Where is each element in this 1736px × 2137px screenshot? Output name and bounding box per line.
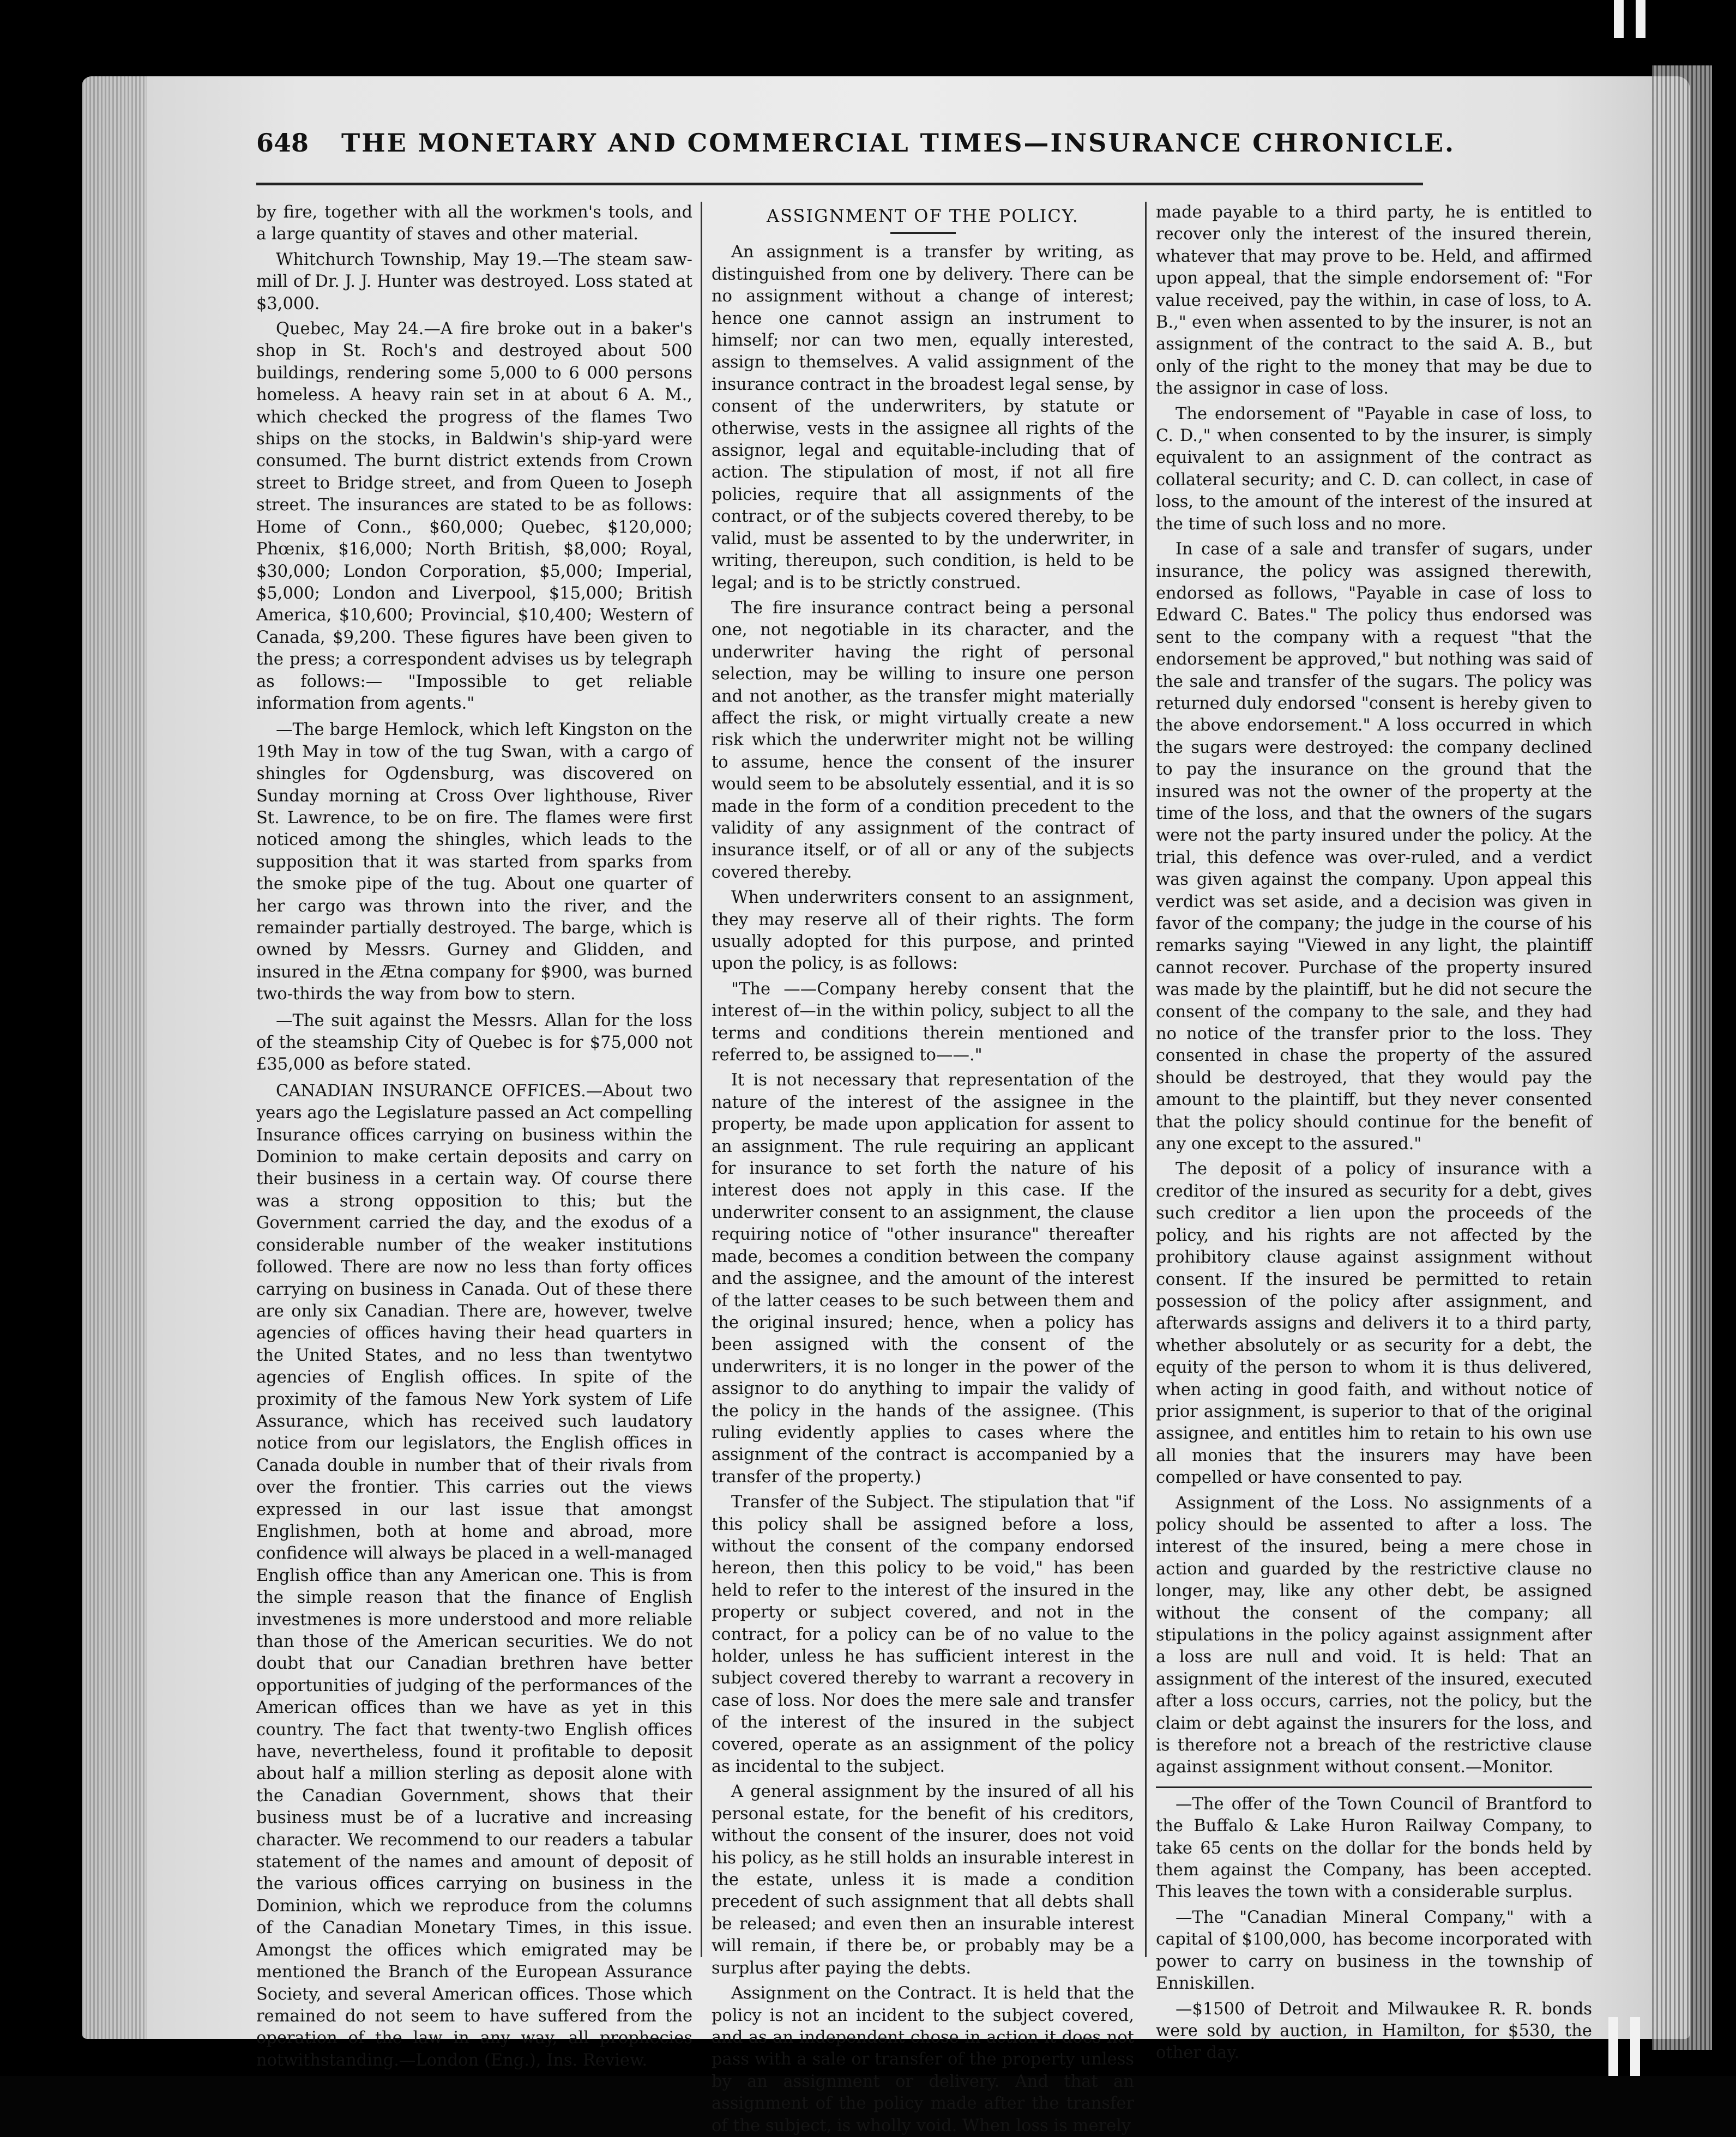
- news-brief: —The barge Hemlock, which left Kingston on the 19th May in tow of the tug Swan, with a cargo of shingles for Ogdensburg, was discovered on Sunday morning at Cross Over lighthouse, River St. Lawrence, to be on fire. The flames were first noticed among the shingles, which leads to the supposition that it was started from sparks from the smoke pipe of the tug. About one quarter of her cargo was thrown into the river, and the remainder partially destroyed. The barge, which is owned by Messrs. Gurney and Glidden, and insured in the Ætna company for $900, was burned two-thirds the way from bow to stern.: [256, 720, 692, 1004]
- page-number: 648: [256, 128, 309, 158]
- paragraph: The deposit of a policy of insurance with a creditor of the insured as security for a debt, gives such creditor a lien upon the proceeds of the policy, and his rights are not affected by the prohibitory clause against assignment without consent. If the insured be permitted to retain possession of the policy after assignment, and afterwards assigns and delivers it to a third party, whether absolutely or as security for a debt, the equity of the person to whom it is thus delivered, when acting in good faith, and without notice of prior assignment, is superior to that of the original assignee, and entitles him to retain to his own use all monies that the insurers may have been compelled or have consented to pay.: [1156, 1160, 1592, 1488]
- paragraph: Whitchurch Township, May 19.—The steam saw-mill of Dr. J. J. Hunter was destroyed. Loss stated at $3,000.: [256, 250, 692, 313]
- paragraph: In case of a sale and transfer of sugars, under insurance, the policy was assigned therewith, endorsed as follows, "Payable in case of loss to Edward C. Bates." The policy thus endorsed was sent to the company with a request "that the endorsement be approved," but nothing was said of the sale and transfer of the sugars. The policy was returned duly endorsed "consent is hereby given to the above endorsement." A loss occurred in which the sugars were destroyed: the company declined to pay the insurance on the ground that the insured was not the owner of the property at the time of the loss, and that the owners of the sugars were not the party insured under the policy. At the trial, this defence was over-ruled, and a verdict was given against the company. Upon appeal this verdict was set aside, and a decision was given in favor of the company; the judge in the course of his remarks saying "Viewed in any light, the plaintiff cannot recover. Purchase of the property insured was made by the plaintiff, but he did not secure the consent of the company to the sale, and they had no notice of the transfer prior to the loss. They consented in chase the property of the assured should be destroyed, that they would pay the amount to the plaintiff, but they never consented that the policy should continue for the benefit of any one except to the assured.": [1156, 540, 1592, 1154]
- column-2: [712, 202, 1134, 2135]
- paragraph: Quebec, May 24.—A fire broke out in a baker's shop in St. Roch's and destroyed about 500 buildings, rendering some 5,000 to 6 000 persons homeless. A heavy rain set in at about 6 A. M., which checked the progress of the flames Two ships on the stocks, in Baldwin's ship-yard were consumed. The burnt district extends from Crown street to Bridge street, and from Queen to Joseph street. The insurances are stated to be as follows: Home of Conn., $60,000; Quebec, $120,000; Phœnix, $16,000; North British, $8,000; Royal, $30,000; London Corporation, $5,000; Imperial, $5,000; London and Liverpool, $15,000; British America, $10,600; Provincial, $10,400; Western of Canada, $9,200. These figures have been given to the press; a correspondent advises us by telegraph as follows:— "Impossible to get reliable information from agents.": [256, 319, 692, 713]
- page-edge-right: [1652, 65, 1712, 2050]
- section-rule: [1156, 1786, 1592, 1788]
- film-mark: [1614, 0, 1624, 38]
- article-title: ASSIGNMENT OF THE POLICY.: [767, 206, 1079, 226]
- film-mark: [1630, 2017, 1640, 2076]
- section-assignment-on-contract: Assignment on the Contract. It is held that the policy is not an incident to the subject covered, and as an independent chose in action it does not pass with a sale or transfer of the property unless by an assignment or delivery. And that an assignment of the policy made after the transfer of the subject, is wholly void. When loss is merely: [712, 1984, 1134, 2135]
- paragraph: The endorsement of "Payable in case of loss, to C. D.," when consented to by the insurer, is simply equivalent to an assignment of the contract as collateral security; and C. D. can collect, in case of loss, to the amount of the interest of the insured at the time of such loss and no more.: [1156, 404, 1592, 534]
- article-canadian-insurance-offices: CANADIAN INSURANCE OFFICES.—About two years ago the Legislature passed an Act compelling Insurance offices carrying on business within the Dominion to make certain deposits and carry on their business in a certain way. Of course there was a strong opposition to this; but the Government carried the day, and the exodus of a considerable number of the weaker institutions followed. There are now no less than forty offices carrying on business in Canada. Out of these there are only six Canadian. There are, however, twelve agencies of offices having their head quarters in the United States, and no less than twentytwo agencies of English offices. In spite of the proximity of the famous New York system of Life Assurance, which has received such laudatory notice from our legislators, the English offices in Canada double in number that of their rivals from over the frontier. This carries out the views expressed in our last issue that amongst Englishmen, both at home and abroad, more confidence will always be placed in a well-managed English office than any American one. This is from the simple reason that the finance of English investmenes is more understood and more reliable than those of the American securities. We do not doubt that our Canadian brethren have better opportunities of judging of the performances of the American offices than we have as yet in this country. The fact that twenty-two English offices have, nevertheless, found it profitable to deposit about half a million sterling as deposit alone with the Canadian Government, shows that their business must be of a lucrative and increasing character. We recommend to our readers a tabular statement of the names and amount of deposit of the various offices carrying on business in the Dominion, which we reproduce from the columns of the Canadian Monetary Times, in this issue. Amongst the offices which emigrated may be mentioned the Branch of the European Assurance Society, and several American offices. Those which remained do not seem to have suffered from the operation of the law in any way, all prophecies notwithstanding.—London (Eng.), Ins. Review.: [256, 1081, 692, 2070]
- news-brief: —$1500 of Detroit and Milwaukee R. R. bonds were sold by auction, in Hamilton, for $530, the other day.: [1156, 1999, 1592, 2063]
- paragraph: A general assignment by the insured of all his personal estate, for the benefit of his creditors, without the consent of the insurer, does not void his policy, as he still holds an insurable interest in the estate, unless it is made a condition precedent of such assignment that all debts shall be released; and even then an insurable interest will remain, if there be, or probably may be a surplus after paying the debts.: [712, 1782, 1134, 1978]
- column-rule-left: [701, 202, 702, 1957]
- news-brief: —The offer of the Town Council of Brantford to the Buffalo & Lake Huron Railway Company, to take 65 cents on the dollar for the bonds held by them against the Company, has been accepted. This leaves the town with a considerable surplus.: [1156, 1794, 1592, 1902]
- paragraph: When underwriters consent to an assignment, they may reserve all of their rights. The form usually adopted for this purpose, and printed upon the policy, is as follows:: [712, 888, 1134, 974]
- column-rule-right: [1145, 202, 1147, 1957]
- running-head: THE MONETARY AND COMMERCIAL TIMES—INSURANCE CHRONICLE.: [341, 128, 1456, 158]
- page-header: [256, 128, 1456, 185]
- paragraph: The fire insurance contract being a personal one, not negotiable in its character, and the underwriter having the right of personal selection, may be willing to insure one person and not another, as the transfer might materially affect the risk, or might virtually create a new risk which the underwriter might not be willing to assume, hence the consent of the insurer would seem to be absolutely essential, and it is so made in the form of a condition precedent to the validity of any assignment of the contract of insurance itself, or of all or any of the subjects covered thereby.: [712, 598, 1134, 882]
- paragraph: made payable to a third party, he is entitled to recover only the interest of the insured therein, whatever that may prove to be. Held, and affirmed upon appeal, that the simple endorsement of: "For value received, pay the within, in case of loss, to A. B.," even when assented to by the insurer, is not an assignment of the contract to the said A. B., but only of the right to the money that may be due to the assignor in case of loss.: [1156, 203, 1592, 399]
- paragraph: An assignment is a transfer by writing, as distinguished from one by delivery. There can be no assignment without a change of interest; hence one cannot assign an instrument to himself; nor can two men, equally interested, assign to themselves. A valid assignment of the insurance contract in the broadest legal sense, by consent of the underwriters, by statute or otherwise, vests in the assignee all rights of the assignor, legal and equitable-including that of action. The stipulation of most, if not all fire policies, require that all assignments of the contract, or of the subjects covered thereby, to be valid, must be assented to by the underwriter, in writing, thereupon, such condition, is held to be legal; and is to be strictly construed.: [712, 243, 1134, 593]
- news-brief: —The "Canadian Mineral Company," with a capital of $100,000, has become incorporated with power to carry on business in the township of Enniskillen.: [1156, 1907, 1592, 1994]
- film-mark: [1636, 0, 1645, 38]
- page-edge-left: [82, 76, 147, 2039]
- film-mark: [1608, 2017, 1618, 2076]
- section-assignment-of-loss: Assignment of the Loss. No assignments of a policy should be assented to after a loss. The interest of the insured, being a mere chose in action and guarded by the restrictive clause no longer, may, like any other debt, be assigned without the consent of the company; all stipulations in the policy against assignment after a loss are null and void. It is held: That an assignment of the interest of the insured, executed after a loss occurs, carries, not the policy, but the claim or debt against the insurers for the loss, and is therefore not a breach of the restrictive clause against assignment without consent.—Monitor.: [1156, 1493, 1592, 1777]
- news-brief: —The suit against the Messrs. Allan for the loss of the steamship City of Quebec is for $75,000 not £35,000 as before stated.: [256, 1011, 692, 1074]
- paragraph: It is not necessary that representation of the nature of the interest of the assignee in the property, be made upon application for assent to an assignment. The rule requiring an applicant for insurance to set forth the nature of his interest does not apply in this case. If the underwriter consent to an assignment, the clause requiring notice of "other insurance" thereafter made, becomes a condition between the company and the assignee, and the amount of the interest of the latter ceases to be such between them and the original insured; hence, when a policy has been assigned with the consent of the underwriters, it is no longer in the power of the assignor to do anything to impair the validy of the policy in the hands of the assignee. (This ruling evidently applies to cases where the assignment of the contract is accompanied by a transfer of the property.): [712, 1071, 1134, 1487]
- title-rule: [890, 232, 956, 234]
- column-1: [256, 202, 692, 2070]
- quoted-form: "The ——Company hereby consent that the interest of—in the within policy, subject to all the terms and conditions therein mentioned and referred to, be assigned to——.": [712, 979, 1134, 1065]
- section-transfer-of-subject: Transfer of the Subject. The stipulation that "if this policy shall be assigned before a loss, without the consent of the company endorsed hereon, then this policy to be void," has been held to refer to the interest of the insured in the property or subject covered, and not in the contract, for a policy can be of no value to the holder, unless he has sufficient interest in the subject covered thereby to warrant a recovery in case of loss. Nor does the mere sale and transfer of the interest of the insured in the subject covered, operate as an assignment of the policy as incidental to the subject.: [712, 1493, 1134, 1777]
- paragraph: by fire, together with all the workmen's tools, and a large quantity of staves and other material.: [256, 203, 692, 244]
- column-3: [1156, 202, 1592, 2063]
